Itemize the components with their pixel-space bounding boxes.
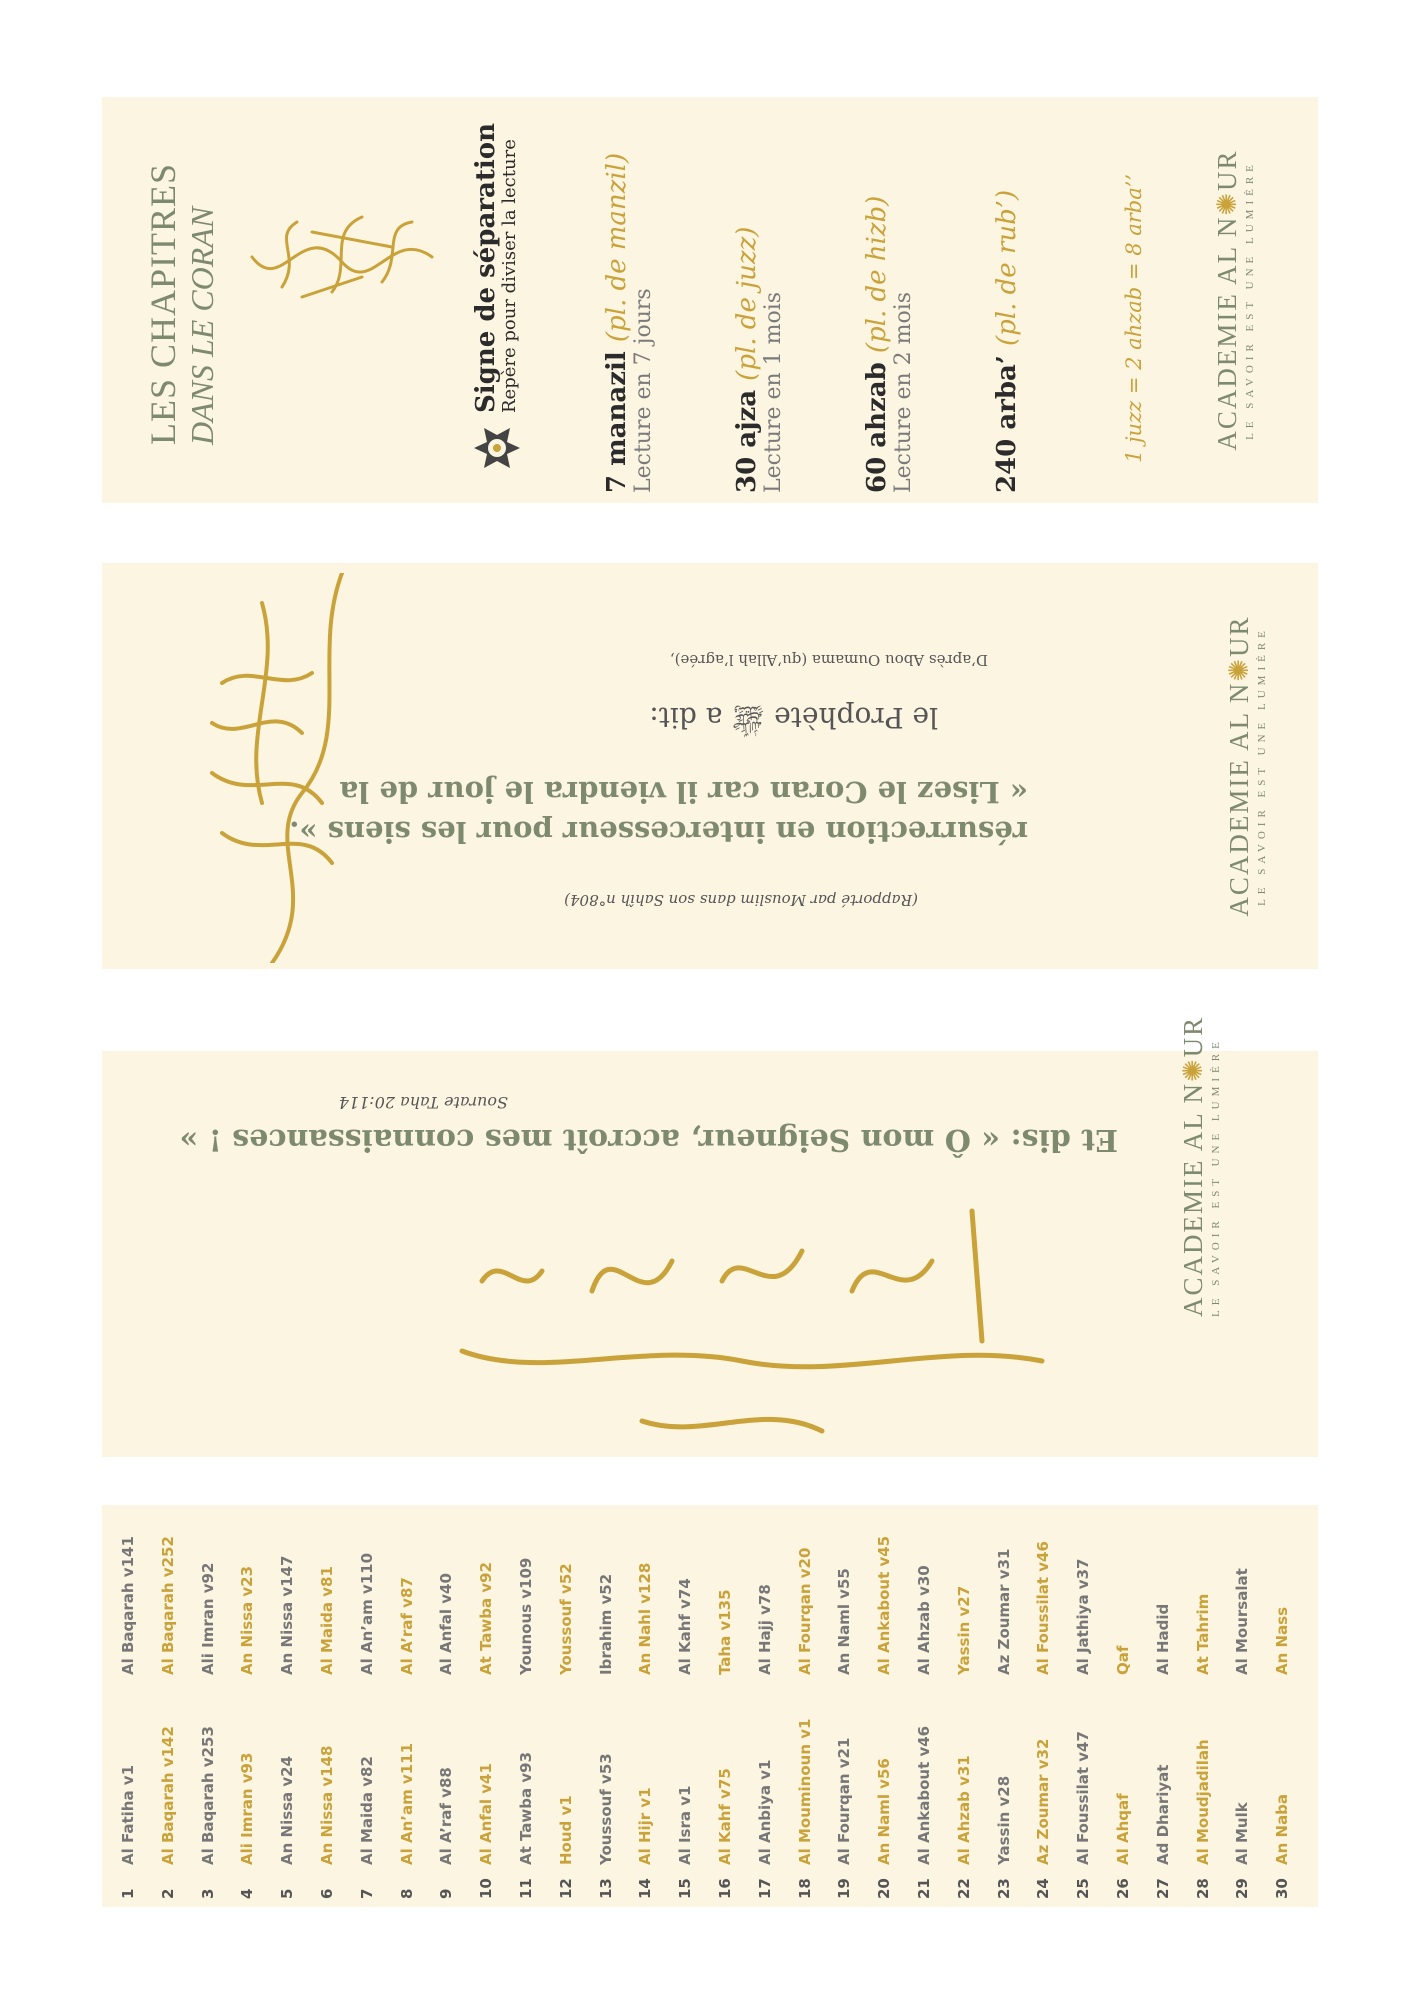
hadith-prophet: le Prophète ﷺ a dit: [649, 701, 938, 734]
academy-logo: ACADEMIE AL N✺UR LE SAVOIR EST UNE LUMIÈRE [1212, 97, 1256, 503]
juz-end: Younous v109 [517, 1557, 535, 1675]
division-arba [992, 33, 1022, 493]
juz-start: An Nissa v148 [318, 1745, 336, 1865]
juz-start: Houd v1 [556, 1795, 575, 1865]
juz-start: Yassin v28 [994, 1775, 1013, 1865]
juz-end: Al Ahzab v30 [915, 1565, 933, 1675]
division-plural: (pl. de hizb) [862, 195, 892, 354]
division-count: 240 arba’ [992, 355, 1022, 493]
juz-end: An Nahl v128 [636, 1562, 655, 1675]
juz-end: Qaf [1114, 1645, 1132, 1675]
juz-end: At Tahrim [1193, 1593, 1212, 1675]
juz-end: Al Hadid [1153, 1603, 1172, 1675]
verse-quote: Et dis: « Ô mon Seigneur, accroît mes connaissances ! » [179, 1122, 1118, 1157]
juz-end: Al Kahf v74 [676, 1578, 695, 1675]
juz-end: Ibrahim v52 [596, 1573, 615, 1675]
juz-end: Al Baqarah v252 [158, 1536, 177, 1675]
juz-end: Youssouf v52 [556, 1563, 575, 1675]
juz-number: 25 [1074, 1878, 1093, 1899]
juz-end: Az Zoumar v31 [994, 1548, 1013, 1675]
division-ahzab [862, 33, 916, 493]
sun-icon: ✺ [1212, 190, 1242, 216]
division-plural: (pl. de manzil) [602, 152, 632, 343]
division-ajza [732, 33, 786, 493]
academy-logo: ACADEMIE AL N✺UR LE SAVOIR EST UNE LUMIÈRE [1224, 563, 1268, 969]
division-plural: (pl. de rub’) [992, 189, 1022, 346]
juz-number: 8 [397, 1888, 416, 1899]
title-line-2: DANS LE CORAN [184, 206, 220, 445]
verse-reference: Sourate Taha 20:114 [338, 1093, 508, 1112]
juz-number: 11 [517, 1878, 535, 1899]
juz-start: Al Isra v1 [676, 1785, 695, 1865]
division-count: 30 ajza [732, 389, 762, 493]
separator-desc: Repère pour diviser la lecture [499, 139, 520, 413]
academy-tagline: LE SAVOIR EST UNE LUMIÈRE [1210, 1037, 1222, 1317]
separator-title: Signe de séparation [471, 123, 501, 413]
juz-number: 17 [755, 1878, 774, 1899]
juz-number: 30 [1273, 1878, 1292, 1899]
juz-number: 9 [437, 1888, 456, 1899]
juz-number: 10 [477, 1878, 496, 1899]
juz-start: Al Ankabout v46 [915, 1725, 933, 1865]
juz-end: Al Jathiya v37 [1074, 1558, 1093, 1675]
bookmark-card-verse [102, 1015, 1318, 1457]
division-count: 7 manazil [602, 351, 632, 493]
sun-icon: ✺ [1224, 656, 1254, 682]
juz-start: Al Fourqan v21 [835, 1737, 854, 1865]
juz-number: 7 [357, 1888, 376, 1899]
title-line-1: LES CHAPITRES [143, 162, 183, 445]
juz-number: 2 [158, 1888, 177, 1899]
juz-number: 18 [795, 1878, 814, 1899]
juz-number: 3 [198, 1888, 217, 1899]
juz-number: 16 [716, 1878, 734, 1899]
juz-end: An Nissa v23 [238, 1565, 257, 1675]
bookmark-card-hadith [102, 563, 1318, 969]
juz-number: 27 [1153, 1878, 1172, 1899]
juz-start: Al Mulk [1233, 1802, 1252, 1865]
hadith-reference: (Rapporté par Mouslim dans son Sahîh n°804) [564, 891, 918, 909]
juz-end: Al Anfal v40 [437, 1573, 456, 1675]
hadith-quote-line2: résurrection en intercesseur pour les siens ». [289, 815, 1028, 849]
division-duration: Lecture en 7 jours [631, 288, 656, 493]
juz-end: Al Foussilat v46 [1034, 1541, 1053, 1675]
juz-end: Al Moursalat [1233, 1568, 1252, 1675]
juz-start: Al Maida v82 [357, 1756, 376, 1865]
academy-logo: ACADEMIE AL N✺UR LE SAVOIR EST UNE LUMIÈRE [1178, 1015, 1222, 1317]
juz-start: Youssouf v53 [596, 1753, 615, 1865]
juz-start: Ali Imran v93 [238, 1752, 257, 1865]
juz-number: 23 [994, 1878, 1013, 1899]
juz-number: 12 [556, 1878, 575, 1899]
academy-tagline: LE SAVOIR EST UNE LUMIÈRE [1244, 160, 1256, 440]
juz-start: Al Foussilat v47 [1074, 1731, 1093, 1865]
basmala-calligraphy [242, 197, 442, 317]
juz-end: Al Hajj v78 [755, 1584, 774, 1675]
juz-end: Al Maida v81 [318, 1566, 336, 1675]
bookmark-card-juz-list [102, 1505, 1318, 1907]
hadith-source: D’après Abou Oumama (qu’Allah l’agrée), [669, 651, 988, 669]
division-duration: Lecture en 2 mois [891, 291, 916, 493]
juz-number: 20 [875, 1878, 894, 1899]
division-duration: Lecture en 1 mois [761, 291, 786, 493]
juz-number: 29 [1233, 1878, 1252, 1899]
verse-calligraphy [442, 1191, 1062, 1451]
juz-start: Al Fatiha v1 [119, 1764, 137, 1865]
juz-start: Al A’raf v88 [437, 1767, 456, 1865]
juz-number: 13 [596, 1878, 615, 1899]
juz-number: 26 [1114, 1878, 1132, 1899]
card-title [142, 125, 221, 445]
juz-start: Al An’am v111 [397, 1742, 416, 1865]
juz-end: Ali Imran v92 [198, 1562, 217, 1675]
juz-end: An Nass [1273, 1606, 1292, 1675]
juz-end: Al An’am v110 [357, 1552, 376, 1675]
juz-start: An Nissa v24 [278, 1755, 297, 1865]
juz-end: Yassin v27 [954, 1585, 973, 1675]
juz-end: At Tawba v92 [477, 1561, 496, 1675]
juz-number: 1 [119, 1888, 137, 1899]
division-manazil [602, 33, 656, 493]
juz-start: Al Mouminoun v1 [795, 1718, 814, 1865]
juz-end: Al Fourqan v20 [795, 1547, 814, 1675]
juz-number: 5 [278, 1888, 297, 1899]
juz-end: Al Baqarah v141 [119, 1536, 137, 1675]
separator-flower-icon [472, 423, 522, 473]
juz-end: An Nissa v147 [278, 1555, 297, 1675]
juz-start: Al Hijr v1 [636, 1787, 655, 1865]
juz-number: 19 [835, 1878, 854, 1899]
juz-end: An Naml v55 [835, 1568, 854, 1675]
juz-end: Al Ankabout v45 [875, 1535, 894, 1675]
juz-start: Al Anbiya v1 [755, 1759, 774, 1865]
juz-start: Al Baqarah v142 [158, 1726, 177, 1865]
juz-end: Taha v135 [716, 1589, 734, 1675]
division-equation: 1 juzz = 2 ahzab = 8 arba’’ [1122, 173, 1146, 463]
academy-tagline: LE SAVOIR EST UNE LUMIÈRE [1256, 626, 1268, 906]
juz-start: An Naba [1273, 1793, 1292, 1865]
juz-start: Al Anfal v41 [477, 1763, 496, 1865]
juz-number: 24 [1034, 1878, 1053, 1899]
juz-start: Az Zoumar v32 [1034, 1738, 1053, 1865]
juz-number: 22 [954, 1878, 973, 1899]
juz-number: 14 [636, 1878, 655, 1899]
juz-end: Al A’raf v87 [397, 1577, 416, 1675]
juz-number: 6 [318, 1888, 336, 1899]
hadith-quote-line1: « Lisez le Coran car il viendra le jour de la [339, 775, 1028, 809]
juz-start: An Naml v56 [875, 1758, 894, 1865]
hadith-calligraphy [152, 573, 372, 963]
juz-start: Al Ahzab v31 [954, 1755, 973, 1865]
division-plural: (pl. de juzz) [732, 226, 762, 381]
juz-start: At Tawba v93 [517, 1751, 535, 1865]
juz-start: Al Ahqaf [1114, 1793, 1132, 1865]
juz-start: Ad Dhariyat [1153, 1764, 1172, 1865]
juz-start: Al Kahf v75 [716, 1768, 734, 1865]
juz-number: 28 [1193, 1878, 1212, 1899]
juz-number: 4 [238, 1888, 257, 1899]
bookmark-card-divisions [102, 97, 1318, 503]
juz-start: Al Moudjadilah [1193, 1739, 1212, 1865]
juz-number: 15 [676, 1878, 695, 1899]
division-count: 60 ahzab [862, 362, 892, 493]
juz-number: 21 [915, 1878, 933, 1899]
juz-start: Al Baqarah v253 [198, 1726, 217, 1865]
sun-icon: ✺ [1178, 1057, 1208, 1082]
